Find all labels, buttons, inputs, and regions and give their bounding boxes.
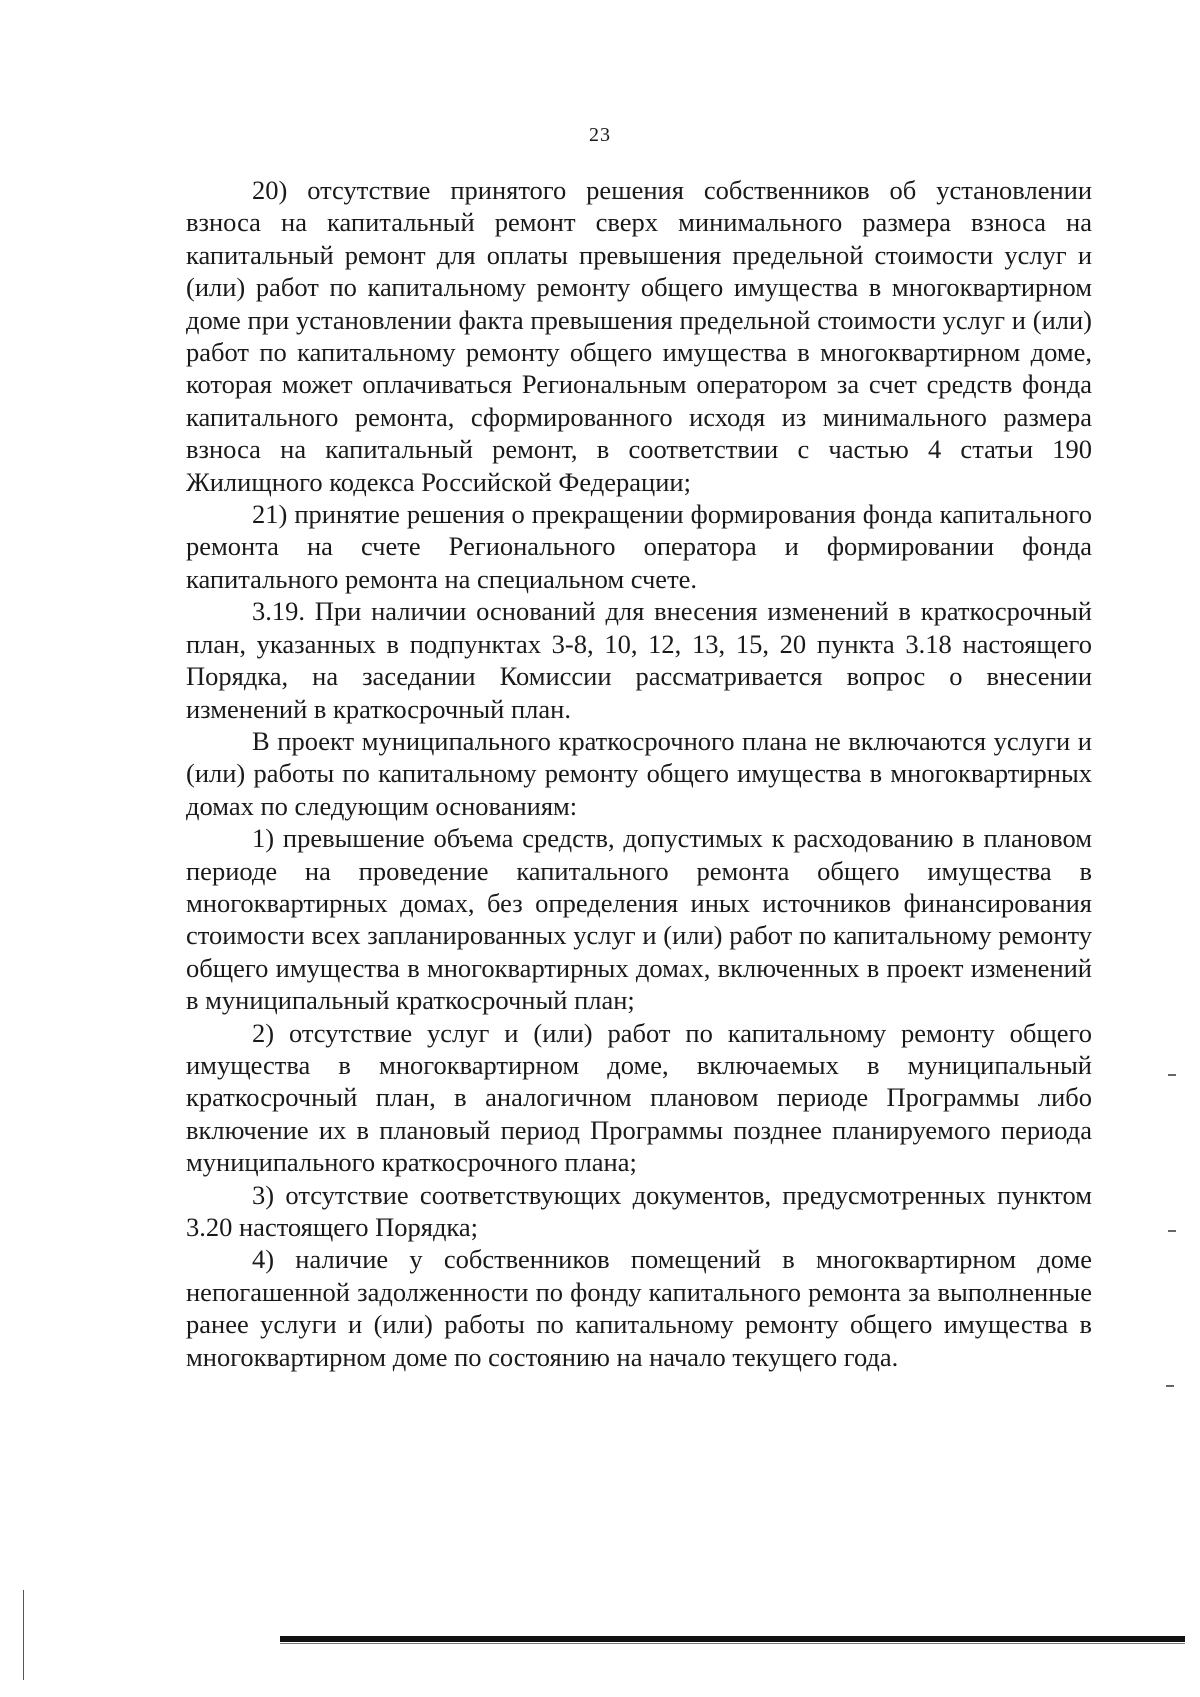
paragraph-item-21: 21) принятие решения о прекращении формирования фонда капитального ремонта на счете Регионального оператора и формировании фонда капитального ремонта на специальном счете.	[186, 499, 1092, 594]
scan-left-edge-mark	[23, 1590, 24, 1680]
scan-bottom-rule	[280, 1636, 1185, 1642]
paragraph-ground-3: 3) отсутствие соответствующих документов, предусмотренных пунктом 3.20 настоящего Порядка;	[186, 1179, 1092, 1242]
paragraph-item-20: 20) отсутствие принятого решения собственников об установлении взноса на капитальный ремонт сверх минимального размера взноса на капитальный ремонт для оплаты превышения предельной стоимости услуг и (или) работ по капитальному ремонту общего имущества в многоквартирном доме при установлении факта превышения предельной стоимости услуг и (или) работ по капитальному ремонту общего имущества в многоквартирном доме, которая может оплачиваться Региональным оператором за счет средств фонда капитального ремонта, сформированного исходя из минимального размера взноса на капитальный ремонт, в соответствии с частью 4 статьи 190 Жилищного кодекса Российской Федерации;	[186, 175, 1092, 497]
scan-bottom-rule-thin	[280, 1643, 1185, 1644]
scan-margin-mark	[1166, 1385, 1174, 1387]
scan-margin-mark	[1168, 1074, 1176, 1076]
paragraph-ground-2: 2) отсутствие услуг и (или) работ по капитальному ремонту общего имущества в многоквартирном доме, включаемых в муниципальный краткосрочный план, в аналогичном плановом периоде Программы либо включение их в плановый период Программы позднее планируемого периода муниципального краткосрочного плана;	[186, 1017, 1092, 1178]
paragraph-clause-3-19: 3.19. При наличии оснований для внесения изменений в краткосрочный план, указанных в подпунктах 3-8, 10, 12, 13, 15, 20 пункта 3.18 настоящего Порядка, на заседании Комиссии рассматривается вопрос о внесении изменений в краткосрочный план.	[186, 596, 1092, 724]
scan-margin-mark	[1168, 1230, 1176, 1232]
paragraph-ground-4: 4) наличие у собственников помещений в многоквартирном доме непогашенной задолженности по фонду капитального ремонта за выполненные ранее услуги и (или) работы по капитальному ремонту общего имущества в многоквартирном доме по состоянию на начало текущего года.	[186, 1244, 1092, 1372]
document-body	[186, 174, 1092, 1373]
paragraph-ground-1: 1) превышение объема средств, допустимых к расходованию в плановом периоде на проведение капитального ремонта общего имущества в многоквартирных домах, без определения иных источников финансирования стоимости всех запланированных услуг и (или) работ по капитальному ремонту общего имущества в многоквартирных домах, включенных в проект изменений в муниципальный краткосрочный план;	[186, 823, 1092, 1016]
paragraph-exclusion-grounds: В проект муниципального краткосрочного плана не включаются услуги и (или) работы по капитальному ремонту общего имущества в многоквартирных домах по следующим основаниям:	[186, 725, 1092, 821]
page-number: 23	[589, 124, 611, 146]
